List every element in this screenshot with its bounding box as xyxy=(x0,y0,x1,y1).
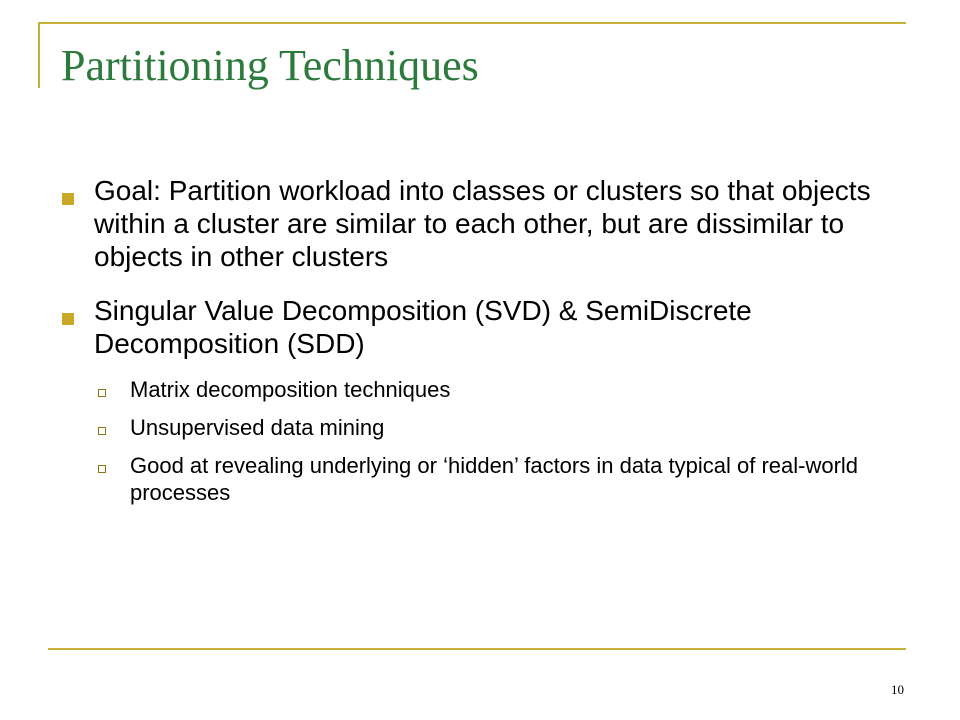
bottom-accent-rule xyxy=(48,648,906,650)
subbullet-unsupervised-mining xyxy=(60,414,910,441)
hollow-square-bullet-icon xyxy=(98,389,106,397)
slide-body xyxy=(60,174,910,517)
subbullet-text: Matrix decomposition techniques xyxy=(130,377,451,402)
bullet-svd-sdd-text: Singular Value Decomposition (SVD) & SemiDiscrete Decomposition (SDD) xyxy=(94,295,752,359)
left-accent-rule xyxy=(38,22,40,88)
subbullet-text: Good at revealing underlying or ‘hidden’ factors in data typical of real-world processes xyxy=(130,453,859,505)
top-accent-rule xyxy=(38,22,906,24)
bullet-goal-text: Goal: Partition workload into classes or clusters so that objects within a cluster are similar to each other, but are dissimilar to objects in other clusters xyxy=(94,175,871,272)
hollow-square-bullet-icon xyxy=(98,427,106,435)
slide-title: Partitioning Techniques xyxy=(61,41,479,90)
subbullet-hidden-factors xyxy=(60,452,910,506)
subbullet-text: Unsupervised data mining xyxy=(130,415,385,440)
square-bullet-icon xyxy=(62,313,74,325)
page-number: 10 xyxy=(891,682,904,697)
square-bullet-icon xyxy=(62,193,74,205)
subbullet-matrix-decomposition xyxy=(60,376,910,403)
hollow-square-bullet-icon xyxy=(98,465,106,473)
bullet-goal xyxy=(60,174,910,273)
bullet-svd-sdd xyxy=(60,294,910,360)
